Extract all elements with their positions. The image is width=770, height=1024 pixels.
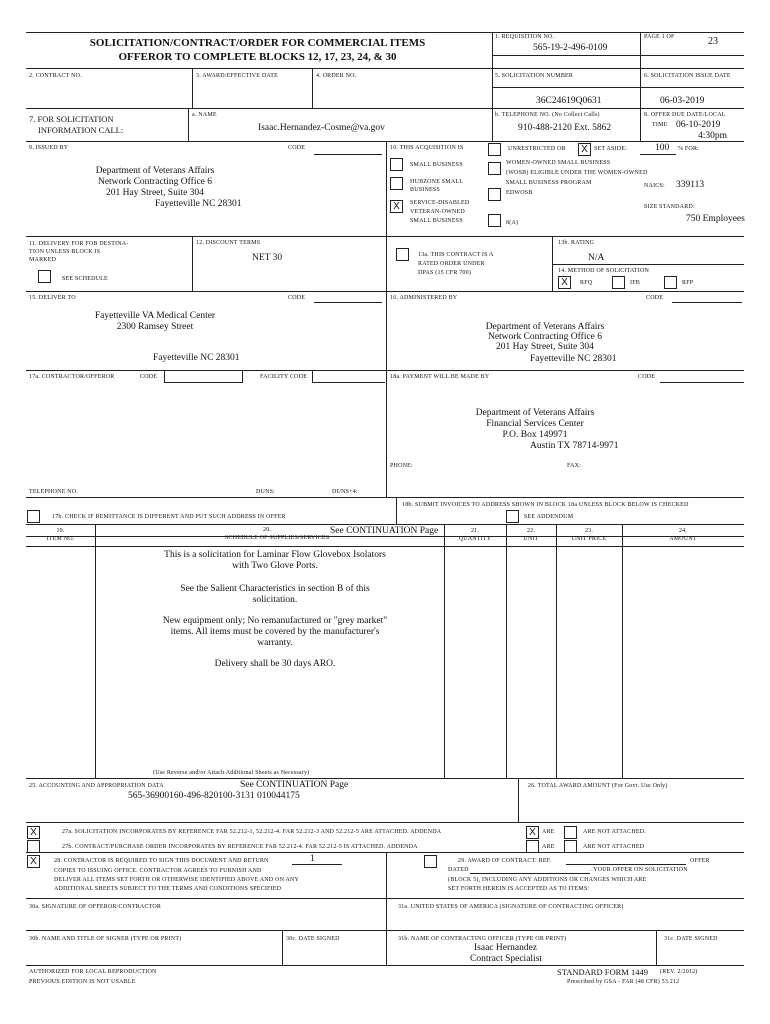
- unrestricted-label: UNRESTRICTED OR: [508, 146, 566, 152]
- solicitation-number-value[interactable]: 36C24619Q0631: [536, 96, 602, 106]
- col-divider: [556, 524, 557, 778]
- percent-underline: [640, 154, 676, 155]
- facility-code-input[interactable]: [312, 371, 385, 383]
- telephone-no-label: TELEPHONE NO.: [29, 489, 78, 495]
- remittance-checkbox[interactable]: [27, 510, 40, 523]
- rated-order-label: 13a. THIS CONTRACT IS A RATED ORDER UNDER DPAS (15 CFR 700): [418, 252, 494, 276]
- eight-a-label: 8(A): [506, 220, 519, 226]
- offer-due-time[interactable]: 4:30pm: [698, 131, 728, 141]
- row-divider: [26, 108, 744, 109]
- solicitation-number-label: 5. SOLICITATION NUMBER: [495, 73, 574, 79]
- col-divider: [656, 930, 657, 965]
- col-divider: [192, 68, 193, 108]
- wosb-label: WOMEN-OWNED SMALL BUSINESS (WOSB) ELIGIBLE UNDER THE WOMEN-OWNED SMALL BUSINESS PROGRAM: [506, 160, 648, 186]
- 29-date-underline: [470, 873, 590, 874]
- issued-by-label: 9. ISSUED BY: [29, 145, 69, 151]
- rfq-label: RFQ: [580, 280, 593, 286]
- payment-label: 18a. PAYMENT WILL BE MADE BY: [390, 374, 490, 380]
- size-standard-value[interactable]: 750 Employees: [686, 214, 745, 224]
- rfp-label: RFP: [682, 280, 694, 286]
- contact-email[interactable]: Isaac.Hernandez-Cosme@va.gov: [258, 123, 385, 133]
- row-divider: [26, 141, 744, 142]
- amount-header: 24. AMOUNT: [669, 528, 697, 542]
- contracting-officer-name: Isaac Hernandez: [474, 943, 538, 953]
- small-business-label: SMALL BUSINESS: [410, 162, 463, 168]
- fax-label: FAX:: [567, 463, 582, 469]
- sdvosb-label: SERVICE-DISABLED VETERAN-OWNED SMALL BUSINESS: [410, 200, 470, 224]
- set-aside-label: SET ASIDE:: [594, 146, 628, 152]
- row-divider: [26, 898, 744, 899]
- col-divider: [622, 524, 623, 778]
- col-divider: [396, 497, 397, 524]
- size-standard-label: SIZE STANDARD:: [644, 204, 695, 210]
- col-divider: [552, 236, 553, 291]
- contract-no-label: 2. CONTRACT NO.: [29, 73, 82, 79]
- naics-value[interactable]: 339113: [676, 180, 705, 190]
- contractor-code-label: CODE: [140, 374, 158, 380]
- 27a-checkbox[interactable]: X: [27, 826, 40, 839]
- issue-date-value[interactable]: 06-03-2019: [660, 96, 705, 106]
- accounting-label: 25. ACCOUNTING AND APPROPRIATION DATA: [29, 783, 164, 789]
- 30c-label: 30c. DATE SIGNED: [286, 936, 340, 942]
- sdvosb-checkbox[interactable]: X: [390, 200, 403, 213]
- 27b-text: 27b. CONTRACT/PURCHASE ORDER INCORPORATES BY REFERENCE FAR 52.212-4. FAR 52.212-5 IS ATTACHED. ADDENDA: [62, 844, 418, 850]
- see-addendum-label: SEE ADDENDUM: [524, 514, 574, 520]
- schedule-description-2: See the Salient Characteristics in section B of this solicitation.: [180, 584, 370, 605]
- accounting-value[interactable]: 565-36900160-496-820100-3131 010044175: [128, 791, 300, 801]
- ifb-checkbox[interactable]: [612, 276, 625, 289]
- schedule-footnote: (Use Reverse and/or Attach Additional Sheets as Necessary): [153, 770, 310, 776]
- 27b-are-not-checkbox[interactable]: [564, 840, 577, 853]
- page-label: PAGE 1 OF: [644, 34, 675, 40]
- 29-line2: . YOUR OFFER ON SOLICITATION: [590, 867, 688, 873]
- requisition-value[interactable]: 565-19-2-496-0109: [533, 43, 608, 53]
- payment-city: Austin TX 78714-9971: [530, 441, 619, 451]
- form-top-border: [26, 32, 744, 33]
- 31c-label: 31c. DATE SIGNED: [664, 936, 718, 942]
- col-divider: [506, 524, 507, 778]
- 27b-are-label: ARE: [542, 844, 555, 850]
- telephone-label: b. TELEPHONE NO. (No Collect Calls): [495, 112, 600, 118]
- deliver-to-city: Fayetteville NC 28301: [153, 353, 240, 363]
- 31b-label: 31b. NAME OF CONTRACTING OFFICER (TYPE OR PRINT): [398, 936, 567, 942]
- telephone-value[interactable]: 910-488-2120 Ext. 5862: [518, 123, 612, 133]
- method-label: 14. METHOD OF SOLICITATION: [558, 268, 650, 274]
- divider: [492, 55, 744, 56]
- 30b-label: 30b. NAME AND TITLE OF SIGNER (TYPE OR PRINT): [29, 936, 182, 942]
- delivery-fob-label: 11. DELIVERY FOR FOB DESTINA- TION UNLESS BLOCK IS MARKED: [29, 241, 129, 263]
- total-award-label: 26. TOTAL AWARD AMOUNT (For Govt. Use Only): [528, 783, 668, 789]
- schedule-header: SCHEDULE OF SUPPLIES/SERVICES: [225, 535, 330, 541]
- name-label: a. NAME: [192, 112, 217, 118]
- 28-checkbox[interactable]: X: [27, 855, 40, 868]
- 28-text: 28. CONTRACTOR IS REQUIRED TO SIGN THIS DOCUMENT AND RETURN: [54, 858, 269, 864]
- wosb-checkbox[interactable]: [488, 162, 501, 175]
- requisition-label: 1. REQUISITION NO.: [495, 34, 555, 40]
- percent-for-label: % FOR:: [678, 146, 700, 152]
- 27b-are-not-label: ARE NOT ATTACHED: [583, 844, 645, 850]
- schedule-description-4: Delivery shall be 30 days ARO.: [214, 659, 336, 669]
- rating-value[interactable]: N/A: [588, 253, 605, 263]
- row-divider: [26, 822, 744, 823]
- row-divider: [26, 497, 744, 498]
- info-call-label-2: INFORMATION CALL:: [38, 125, 124, 135]
- 27a-are-checkbox[interactable]: X: [526, 826, 539, 839]
- unit-header: 22. UNIT: [523, 528, 539, 542]
- 29-line1: 29. AWARD OF CONTRACT: REF.: [458, 858, 552, 864]
- col-divider: [492, 32, 493, 141]
- deliver-to-address: Fayetteville VA Medical Center 2300 Ramsey Street: [94, 311, 216, 332]
- administered-by-label: 16. ADMINISTERED BY: [390, 295, 458, 301]
- deliver-to-code-label: CODE: [288, 295, 306, 301]
- 28-copies[interactable]: 1: [310, 854, 315, 864]
- rfp-checkbox[interactable]: [664, 276, 677, 289]
- see-schedule-checkbox[interactable]: [38, 270, 51, 283]
- row-divider: [26, 930, 744, 931]
- discount-terms-value[interactable]: NET 30: [252, 253, 283, 263]
- info-call-label-1: 7. FOR SOLICITATION: [29, 114, 114, 124]
- form-title: SOLICITATION/CONTRACT/ORDER FOR COMMERCIAL ITEMS: [89, 37, 426, 49]
- 27a-are-not-label: ARE NOT ATTACHED.: [583, 829, 646, 835]
- unrestricted-checkbox[interactable]: [488, 143, 501, 156]
- page-total: 23: [708, 36, 718, 47]
- divider: [492, 87, 744, 88]
- footer-revision: (REV. 2/2012): [660, 969, 698, 975]
- form-bottom-border: [26, 965, 744, 966]
- 30a-label: 30a. SIGNATURE OF OFFEROR/CONTRACTOR: [29, 904, 162, 910]
- footer-previous-edition: PREVIOUS EDITION IS NOT USABLE: [29, 979, 136, 985]
- deliver-to-label: 15. DELIVER TO: [29, 295, 76, 301]
- submit-invoices-label: 18b. SUBMIT INVOICES TO ADDRESS SHOWN IN BLOCK 18a UNLESS BLOCK BELOW IS CHECKED: [402, 502, 689, 508]
- 31a-label: 31a. UNITED STATES OF AMERICA (SIGNATURE OF CONTRACTING OFFICER): [398, 904, 624, 910]
- offer-due-date[interactable]: 06-10-2019: [676, 120, 721, 130]
- schedule-description-3: New equipment only; No remanufactured or "grey market" items. All items must be covered by the manufacturer's warranty.: [162, 616, 388, 648]
- contracting-officer-title: Contract Specialist: [470, 954, 543, 964]
- col-divider: [312, 68, 313, 108]
- issue-date-label: 6. SOLICITATION ISSUE DATE: [644, 73, 731, 79]
- duns-label: DUNS:: [256, 489, 276, 495]
- 27b-are-checkbox[interactable]: [526, 840, 539, 853]
- acquisition-label: 10. THIS ACQUISITION IS: [390, 145, 464, 151]
- row-divider: [26, 524, 744, 525]
- see-schedule-label: SEE SCHEDULE: [62, 276, 108, 282]
- payment-address: Department of Veterans Affairs Financial Services Center P.O. Box 149971: [475, 408, 595, 440]
- col-divider: [282, 930, 283, 965]
- rated-order-checkbox[interactable]: [396, 248, 409, 261]
- col-divider: [95, 524, 96, 778]
- 27a-are-not-checkbox[interactable]: [564, 826, 577, 839]
- col-divider: [386, 852, 387, 965]
- see-addendum-checkbox[interactable]: [506, 510, 519, 523]
- contractor-code-input[interactable]: [164, 371, 243, 383]
- hubzone-checkbox[interactable]: [390, 177, 403, 190]
- eight-a-checkbox[interactable]: [488, 214, 501, 227]
- contractor-label: 17a. CONTRACTOR/OFFEROR: [29, 374, 115, 380]
- edwosb-label: EDWOSB: [506, 190, 533, 196]
- schedule-header-number: 20.: [263, 527, 272, 533]
- code-underline: [672, 302, 742, 303]
- row-divider: [26, 370, 744, 371]
- phone-label: PHONE:: [390, 463, 413, 469]
- form-subtitle: OFFEROR TO COMPLETE BLOCKS 12, 17, 23, 24, & 30: [118, 51, 397, 63]
- 27b-checkbox[interactable]: [27, 840, 40, 853]
- facility-code-label: FACILITY CODE: [260, 374, 308, 380]
- time-label: TIME: [652, 122, 668, 128]
- remittance-label: 17b. CHECK IF REMITTANCE IS DIFFERENT AND PUT SUCH ADDRESS IN OFFER: [52, 514, 286, 520]
- row-divider: [26, 546, 744, 547]
- rating-label: 13b. RATING: [558, 240, 595, 246]
- hubzone-label: HUBZONE SMALL BUSINESS: [410, 179, 464, 193]
- col-divider: [518, 778, 519, 822]
- 29-checkbox[interactable]: [424, 855, 437, 868]
- small-business-checkbox[interactable]: [390, 158, 403, 171]
- col-divider: [192, 236, 193, 291]
- duns4-label: DUNS+4:: [332, 489, 358, 495]
- code-underline: [314, 154, 382, 155]
- row-divider: [26, 778, 744, 779]
- footer-form-number: STANDARD FORM 1449: [557, 967, 648, 977]
- col-divider: [386, 141, 387, 497]
- footer-authorized: AUTHORIZED FOR LOCAL REPRODUCTION: [29, 969, 157, 975]
- offer-due-label: 8. OFFER DUE DATE/LOCAL: [644, 112, 726, 118]
- col-divider: [188, 108, 189, 141]
- item-no-header: 19. ITEM NO.: [46, 528, 75, 542]
- ifb-label: IFB: [630, 280, 640, 286]
- 29-offer: OFFER: [690, 858, 710, 864]
- see-continuation-link[interactable]: See CONTINUATION Page: [330, 526, 439, 536]
- col-divider: [444, 524, 445, 778]
- 27a-text: 27a. SOLICITATION INCORPORATES BY REFERENCE FAR 52.212-1, 52.212-4. FAR 52.212-3 AND 52.212-5 ARE ATTACHED. ADDENDA: [62, 829, 442, 835]
- issued-by-address: Department of Veterans Affairs Network Contracting Office 6 201 Hay Street, Suite 304: [95, 166, 215, 198]
- footer-prescribed: Prescribed by GSA - FAR (48 CFR) 53.212: [567, 979, 680, 985]
- naics-label: NAICS:: [644, 183, 665, 189]
- set-aside-percent[interactable]: 100: [655, 143, 670, 153]
- administered-by-address: Department of Veterans Affairs Network Contracting Office 6 201 Hay Street, Suite 304: [485, 322, 605, 352]
- code-underline: [660, 382, 744, 383]
- order-no-label: 4. ORDER NO.: [316, 73, 357, 79]
- 28-rest: COPIES TO ISSUING OFFICE. CONTRACTOR AGREES TO FURNISH AND DELIVER ALL ITEMS SET FORTH OR OTHERWISE IDENTIFIED ABOVE AND ON ANY ADDITIONAL SHEETS SUBJECT TO THE TERMS AND CONDITIONS SPECIFIED: [54, 868, 300, 892]
- payment-code-label: CODE: [638, 374, 656, 380]
- row-divider: [26, 852, 744, 853]
- edwosb-checkbox[interactable]: [488, 188, 501, 201]
- code-underline: [314, 302, 382, 303]
- accounting-continuation[interactable]: See CONTINUATION Page: [240, 780, 349, 790]
- row-divider: [26, 236, 744, 237]
- row-divider: [26, 68, 744, 69]
- row-divider: [26, 291, 744, 292]
- 29-line3: (BLOCK 5), INCLUDING ANY ADDITIONS OR CHANGES WHICH ARE SET FORTH HEREIN IS ACCEPTED AS TO ITEMS:: [448, 877, 647, 892]
- administered-by-code-label: CODE: [646, 295, 664, 301]
- quantity-header: 21. QUANTITY: [458, 528, 492, 542]
- divider: [552, 264, 744, 265]
- issued-by-city: Fayetteville NC 28301: [155, 199, 242, 209]
- award-date-label: 3. AWARD/EFFECTIVE DATE: [196, 73, 278, 79]
- administered-by-city: Fayetteville NC 28301: [530, 354, 617, 364]
- schedule-description-1: This is a solicitation for Laminar Flow Glovebox Isolators with Two Glove Ports.: [164, 550, 386, 571]
- 29-ref-underline: [566, 864, 686, 865]
- issued-by-code-label: CODE: [288, 145, 306, 151]
- unit-price-header: 23. UNIT PRICE: [571, 528, 607, 542]
- 27a-are-label: ARE: [542, 829, 555, 835]
- rfq-checkbox[interactable]: X: [558, 276, 571, 289]
- set-aside-checkbox[interactable]: X: [578, 143, 591, 156]
- copies-underline: [292, 864, 342, 865]
- col-divider: [640, 32, 641, 141]
- discount-terms-label: 12. DISCOUNT TERMS: [196, 240, 261, 246]
- 29-dated: DATED: [448, 867, 469, 873]
